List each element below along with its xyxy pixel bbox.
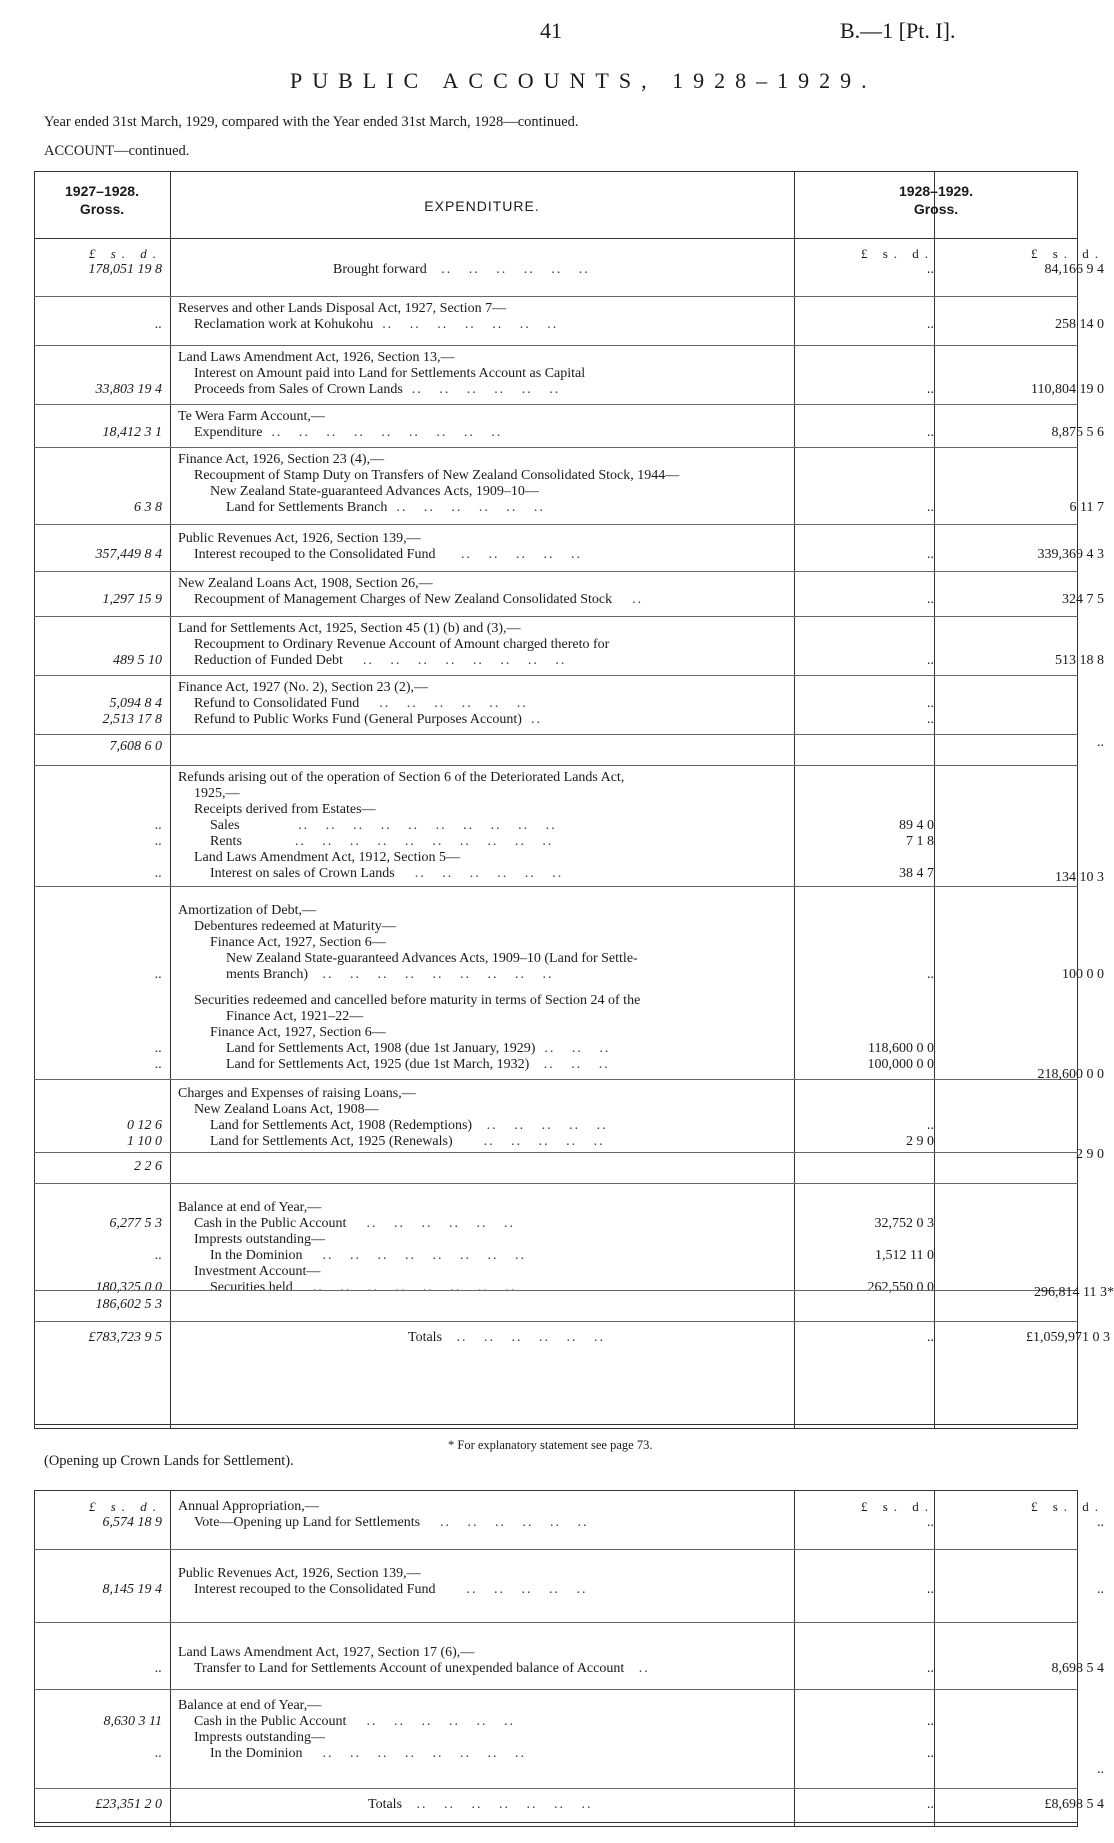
row-description: Reserves and other Lands Disposal Act, 1927, Section 7— Reclamation work at Kohukohu .. .. .. .. .. .. ..	[178, 301, 559, 332]
curr-amount: 296,814 11 3*	[1034, 1285, 1114, 1300]
opening-up-lands-table	[34, 1490, 1104, 1827]
header-prev-year-label: 1927–1928. Gross.	[65, 183, 139, 217]
footnote: * For explanatory statement see page 73.	[448, 1438, 653, 1452]
prev-amount: ..	[155, 1041, 162, 1056]
prev-amount: ..	[155, 866, 162, 881]
prev-amount: 6 3 8	[134, 500, 162, 515]
table-row	[34, 297, 1104, 346]
mid-amount: 89 4 0	[899, 818, 934, 833]
table-bottom-rule	[34, 1822, 1078, 1827]
table-row	[34, 1184, 1078, 1295]
units-label: £ s. d.	[88, 246, 162, 261]
prev-amount: ..	[155, 1057, 162, 1072]
document-reference: B.—1 [Pt. I].	[840, 18, 956, 43]
prev-subtotal: 7,608 6 0	[109, 739, 162, 754]
table-body	[34, 1491, 1104, 1823]
mid-amount: ..	[927, 1330, 934, 1345]
prev-total: £23,351 2 0	[95, 1797, 162, 1812]
header-expenditure-label: EXPENDITURE.	[424, 198, 540, 214]
curr-amount: 324 7 5	[1062, 592, 1104, 607]
prev-amount: ..	[155, 1661, 162, 1676]
row-description: Amortization of Debt,— Debentures redeemed at Maturity— Finance Act, 1927, Section 6— New Zealand State-guaranteed Advances Acts, 1909–10 (Land for Settle- ments Branch) .. .. .. .. .. .. .. .. ..	[178, 903, 638, 982]
curr-amount: ..	[1097, 1515, 1104, 1530]
mid-amount: ..	[927, 547, 934, 562]
curr-amount: 100 0 0	[1062, 967, 1104, 982]
prev-amount: ..	[155, 1746, 162, 1761]
totals-label: Totals .. .. .. .. .. ..	[408, 1330, 606, 1345]
prev-subtotal: 2 2 6	[134, 1159, 162, 1174]
units-label: £ s. d.	[88, 1499, 162, 1514]
mid-amount: ..	[927, 1746, 934, 1761]
prev-amount: 1,297 15 9	[102, 592, 162, 607]
section-label: (Opening up Crown Lands for Settlement).	[44, 1453, 294, 1469]
curr-amount: ..	[1097, 1582, 1104, 1597]
row-description: Finance Act, 1927 (No. 2), Section 23 (2),— Refund to Consolidated Fund .. .. .. .. .. .. Refund to Public Works Fund (General Purposes Account) ..	[178, 680, 542, 727]
mid-amount: 262,550 0 0	[867, 1280, 934, 1295]
prev-amount: 357,449 8 4	[95, 547, 162, 562]
prev-amount: ..	[155, 818, 162, 833]
prev-amount: 6,277 5 3	[109, 1216, 162, 1231]
mid-amount: ..	[927, 653, 934, 668]
mid-amount: 118,600 0 0	[868, 1041, 934, 1056]
page-subtitle: Year ended 31st March, 1929, compared with the Year ended 31st March, 1928—continued.	[44, 114, 579, 130]
mid-amount: ..	[927, 712, 934, 727]
account-label: ACCOUNT—continued.	[44, 143, 190, 159]
units-label: £ s. d.	[860, 1499, 934, 1514]
row-description: Public Revenues Act, 1926, Section 139,— Interest recouped to the Consolidated Fund .. .. .. .. ..	[178, 531, 582, 562]
row-description: Te Wera Farm Account,— Expenditure .. .. .. .. .. .. .. .. ..	[178, 409, 503, 440]
prev-subtotal: 186,602 5 3	[95, 1297, 162, 1312]
mid-amount: 32,752 0 3	[874, 1216, 934, 1231]
header-curr-year-label: 1928–1929. Gross.	[899, 183, 973, 217]
table-row	[34, 448, 1104, 525]
table-row	[34, 525, 1104, 572]
prev-amount: ..	[155, 967, 162, 982]
mid-amount: ..	[927, 592, 934, 607]
curr-amount: 6 11 7	[1069, 500, 1104, 515]
prev-amount: 18,412 3 1	[102, 425, 162, 440]
row-description: Finance Act, 1926, Section 23 (4),— Recoupment of Stamp Duty on Transfers of New Zealand Consolidated Stock, 1944— New Zealand State-guaranteed Advances Acts, 1909–10— Land for Settlements Branch .. .. .. .. .. ..	[178, 452, 680, 515]
row-description: Brought forward .. .. .. .. .. ..	[333, 262, 590, 277]
mid-amount: 7 1 8	[906, 834, 934, 849]
prev-amount: 8,145 19 4	[102, 1582, 162, 1597]
curr-amount: 2 9 0	[1076, 1147, 1104, 1162]
page-title: PUBLIC ACCOUNTS, 1928–1929.	[290, 68, 877, 93]
curr-amount: 339,369 4 3	[1037, 547, 1104, 562]
mid-amount: ..	[927, 382, 934, 397]
table-row	[34, 1147, 1104, 1184]
table-row	[34, 887, 1104, 983]
table-row	[34, 405, 1104, 448]
prev-amount: ..	[155, 317, 162, 332]
table-bottom-rule	[34, 1424, 1078, 1429]
column-header-prev-year	[34, 172, 170, 239]
mid-amount: 38 4 7	[899, 866, 934, 881]
table-row-totals	[34, 1322, 1110, 1354]
mid-amount: ..	[927, 262, 934, 277]
row-description: Charges and Expenses of raising Loans,— New Zealand Loans Act, 1908— Land for Settlements Act, 1908 (Redemptions) .. .. .. .. .. Land for Settlements Act, 1925 (Renewals) .. .. .. .. ..	[178, 1086, 608, 1149]
mid-amount: ..	[927, 1714, 934, 1729]
mid-amount: ..	[927, 967, 934, 982]
mid-amount: ..	[927, 1582, 934, 1597]
table-row	[34, 572, 1104, 617]
table-row-totals	[34, 1789, 1104, 1823]
prev-amount: 1 10 0	[127, 1134, 162, 1149]
row-description: Balance at end of Year,— Cash in the Public Account .. .. .. .. .. .. Imprests outstanding— In the Dominion .. .. .. .. .. .. .. .. Investment Account— Securities held .. .. .. .. .. .. .. ..	[178, 1200, 527, 1295]
row-description: Land Laws Amendment Act, 1927, Section 17 (6),— Transfer to Land for Settlements Account of unexpended balance of Account ..	[178, 1645, 650, 1676]
curr-amount: 218,600 0 0	[1037, 1067, 1104, 1082]
prev-amount: 178,051 19 8	[88, 262, 162, 277]
table-row	[34, 346, 1104, 405]
mid-amount: ..	[927, 425, 934, 440]
table-row	[34, 1491, 1104, 1550]
mid-amount: ..	[927, 317, 934, 332]
mid-amount: ..	[927, 1118, 934, 1133]
row-description: Annual Appropriation,— Vote—Opening up Land for Settlements .. .. .. .. .. ..	[178, 1499, 589, 1530]
totals-label: Totals .. .. .. .. .. .. ..	[368, 1797, 593, 1812]
curr-amount: 513 18 8	[1055, 653, 1104, 668]
table-row	[34, 1623, 1104, 1690]
units-label: £ s. d.	[1030, 1499, 1104, 1514]
prev-amount: ..	[155, 834, 162, 849]
row-description: Refunds arising out of the operation of Section 6 of the Deteriorated Lands Act, 1925,— Receipts derived from Estates— Sales .. .. .. .. .. .. .. .. .. .. Rents .. .. .. .. .. .. .. .. .. .. Land Laws Amendment Act, 1912, Section 5— Interest on sales of Crown Lands .. .. .. .. .. ..	[178, 770, 625, 881]
prev-amount: 2,513 17 8	[102, 712, 162, 727]
mid-amount: ..	[927, 1797, 934, 1812]
curr-amount: ..	[1097, 735, 1104, 750]
table-row	[34, 617, 1104, 676]
mid-amount: 2 9 0	[906, 1134, 934, 1149]
prev-amount: 33,803 19 4	[95, 382, 162, 397]
table-row	[34, 766, 1104, 887]
expenditure-table	[34, 171, 1114, 1429]
mid-amount: 100,000 0 0	[867, 1057, 934, 1072]
curr-amount: ..	[1097, 1762, 1104, 1777]
prev-amount: 8,630 3 11	[103, 1714, 162, 1729]
prev-amount: 180,325 0 0	[95, 1280, 162, 1295]
mid-amount: ..	[927, 696, 934, 711]
row-description: Balance at end of Year,— Cash in the Public Account .. .. .. .. .. .. Imprests outstanding— In the Dominion .. .. .. .. .. .. .. ..	[178, 1698, 527, 1761]
curr-amount: 258 14 0	[1055, 317, 1104, 332]
units-label: £ s. d.	[1030, 246, 1104, 261]
table-row	[34, 1080, 1078, 1152]
curr-total: £8,698 5 4	[1044, 1797, 1104, 1812]
column-header-expenditure	[170, 172, 794, 239]
table-row	[34, 244, 1104, 297]
row-description: Land Laws Amendment Act, 1926, Section 13,— Interest on Amount paid into Land for Settlements Account as Capital Proceeds from Sales of Crown Lands .. .. .. .. .. ..	[178, 350, 586, 397]
table-row	[34, 676, 1078, 734]
curr-amount: 84,166 9 4	[1044, 262, 1104, 277]
units-label: £ s. d.	[860, 246, 934, 261]
prev-total: £783,723 9 5	[88, 1330, 162, 1345]
prev-amount: 5,094 8 4	[109, 696, 162, 711]
curr-amount: 8,698 5 4	[1051, 1661, 1104, 1676]
prev-amount: 0 12 6	[127, 1118, 162, 1133]
row-description: Securities redeemed and cancelled before maturity in terms of Section 24 of the Finance Act, 1921–22— Finance Act, 1927, Section 6— Land for Settlements Act, 1908 (due 1st January, 1929) .. .. .. Land for Settlements Act, 1925 (due 1st March, 1932) .. .. ..	[194, 993, 641, 1072]
curr-amount: 134 10 3	[1055, 870, 1104, 885]
curr-amount: 8,875 5 6	[1051, 425, 1104, 440]
mid-amount: ..	[927, 1515, 934, 1530]
row-description: New Zealand Loans Act, 1908, Section 26,— Recoupment of Management Charges of New Zealand Consolidated Stock ..	[178, 576, 644, 607]
curr-total: £1,059,971 0 3	[1026, 1330, 1110, 1345]
prev-amount: 6,574 18 9	[102, 1515, 162, 1530]
mid-amount: ..	[927, 1661, 934, 1676]
mid-amount: 1,512 11 0	[875, 1248, 934, 1263]
table-body	[34, 244, 1114, 1354]
table-row	[34, 1690, 1104, 1789]
row-description: Public Revenues Act, 1926, Section 139,— Interest recouped to the Consolidated Fund .. .. .. .. ..	[178, 1566, 588, 1597]
row-description: Land for Settlements Act, 1925, Section 45 (1) (b) and (3),— Recoupment to Ordinary Revenue Account of Amount charged thereto for Reduction of Funded Debt .. .. .. .. .. .. .. ..	[178, 621, 610, 668]
page-number: 41	[540, 18, 562, 43]
table-row	[34, 1550, 1104, 1623]
prev-amount: ..	[155, 1248, 162, 1263]
column-header-curr-year	[794, 172, 1078, 239]
table-row	[34, 734, 1104, 766]
mid-amount: ..	[927, 500, 934, 515]
curr-amount: 110,804 19 0	[1031, 382, 1104, 397]
prev-amount: 489 5 10	[113, 653, 162, 668]
table-row	[34, 983, 1104, 1082]
